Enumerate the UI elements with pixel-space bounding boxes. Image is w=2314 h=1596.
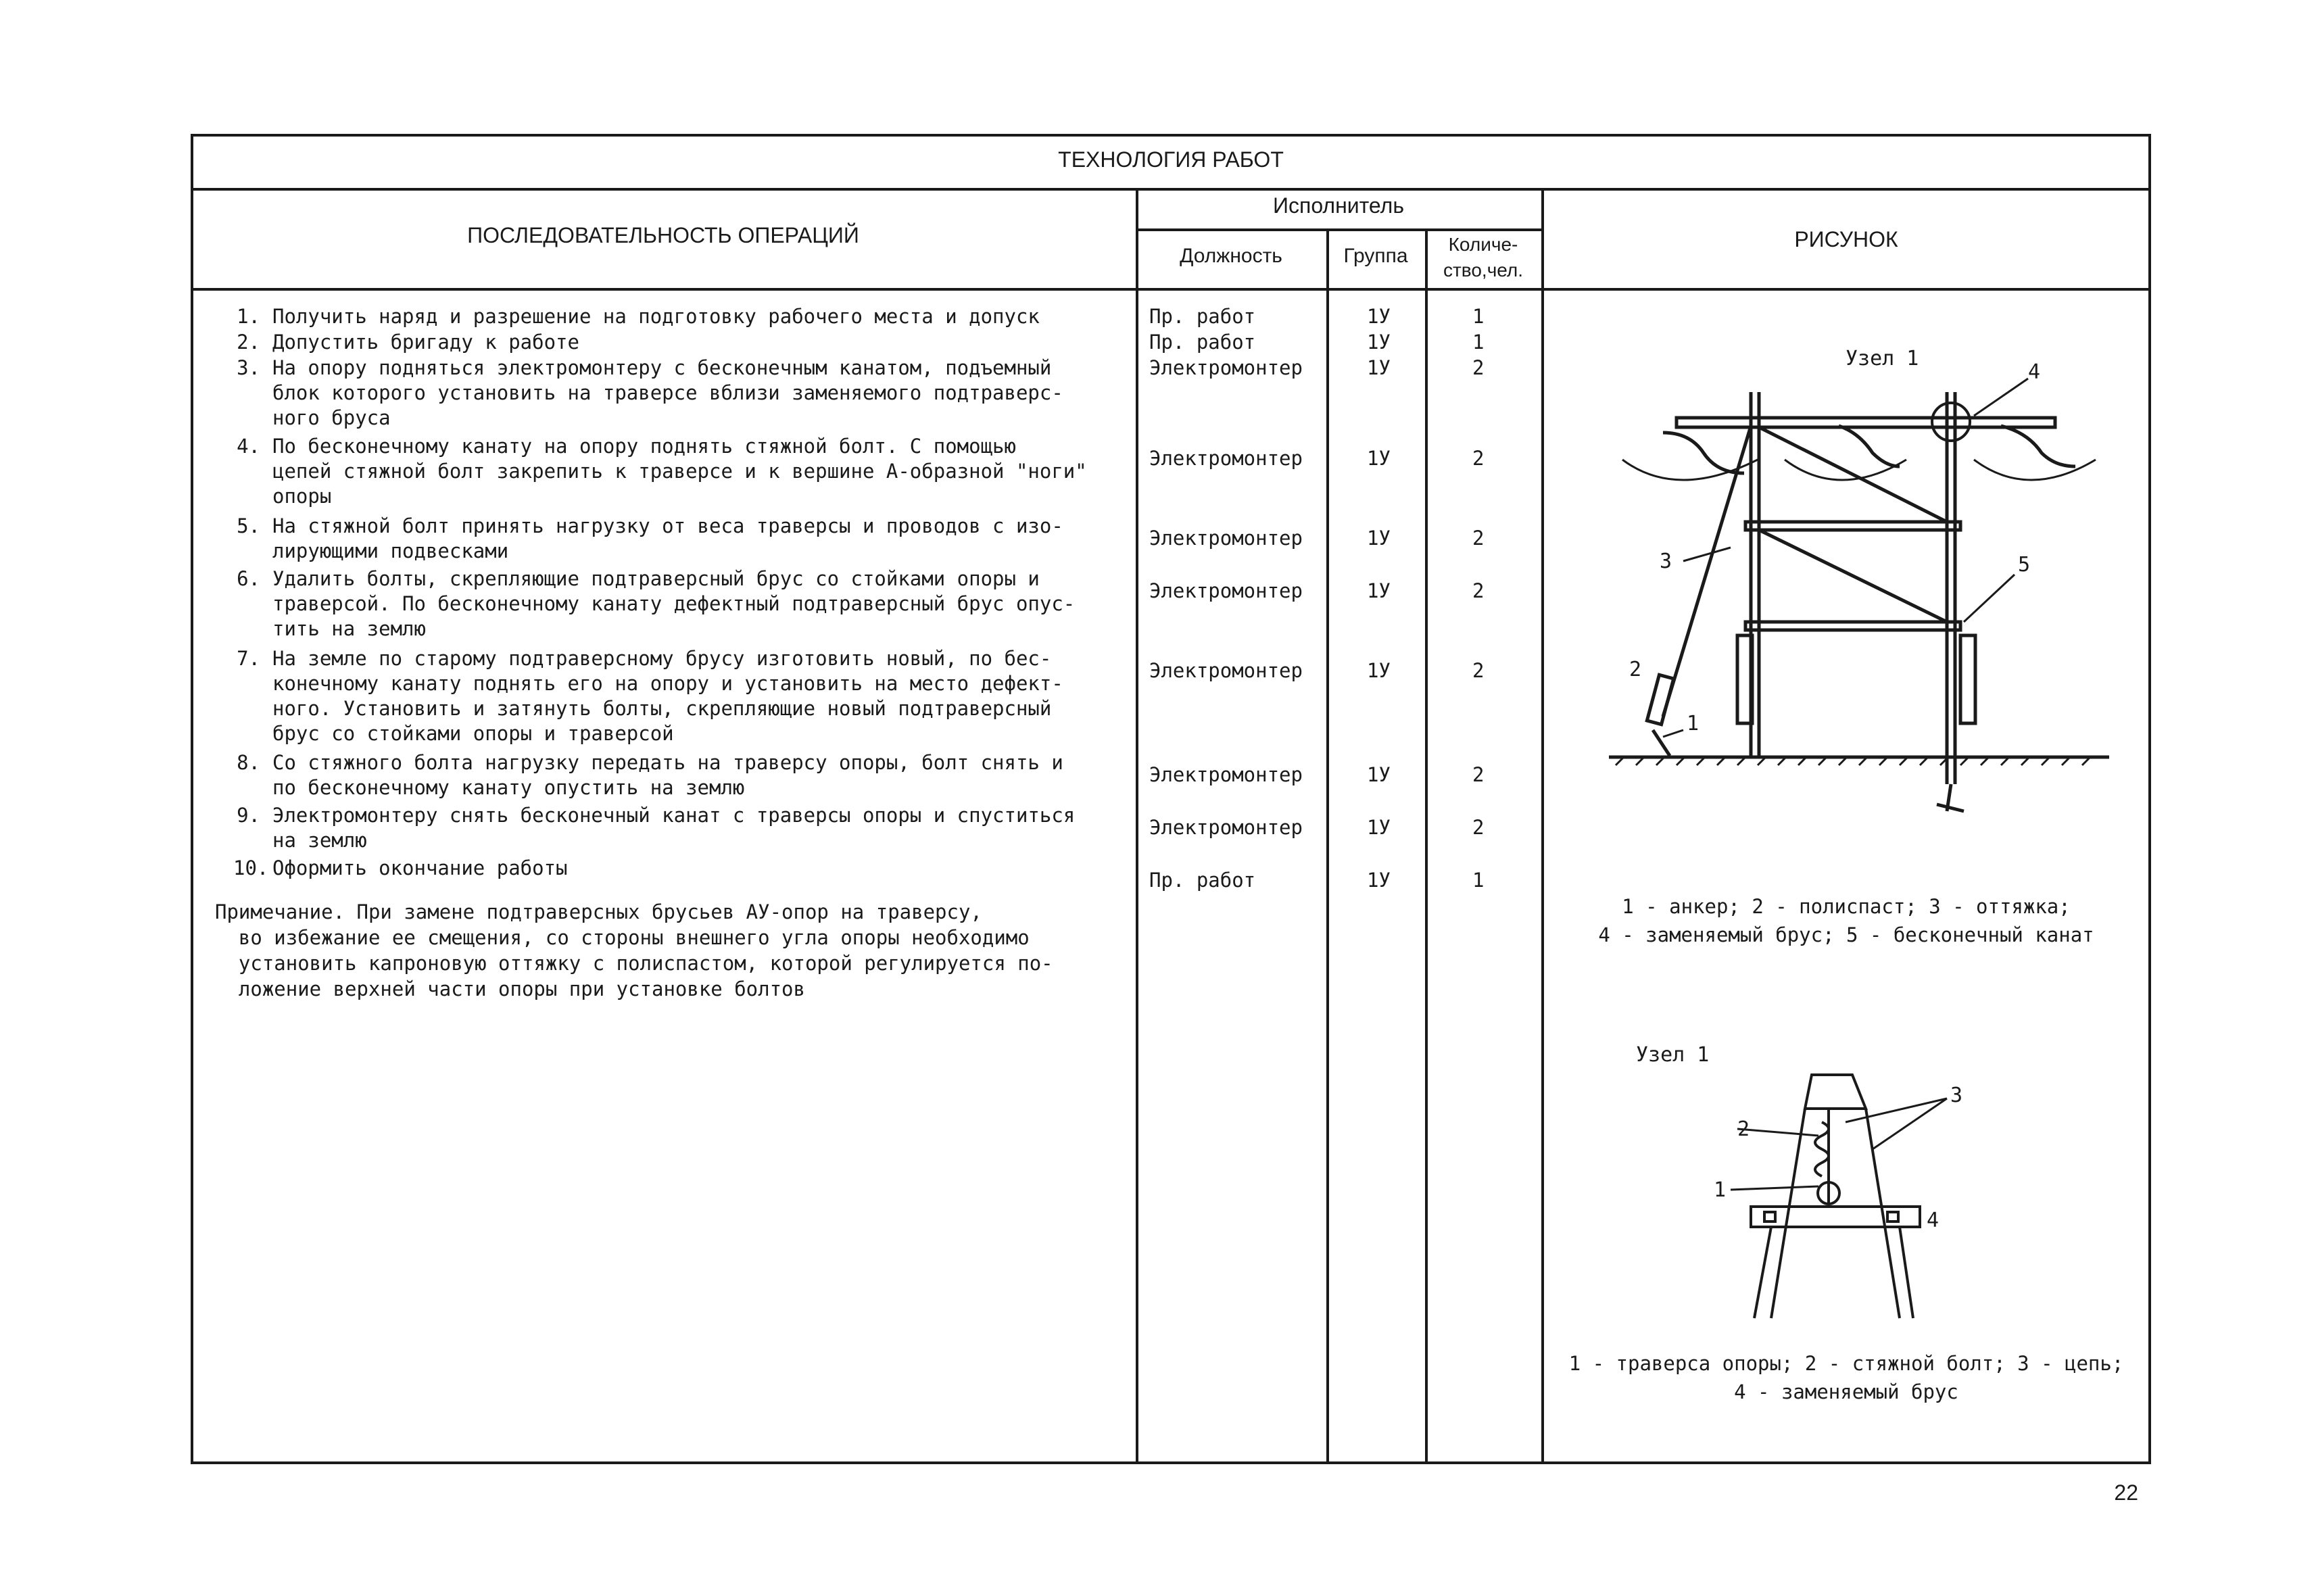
operation-count: 2 (1472, 447, 1485, 470)
header-count-line2: ство,чел. (1443, 260, 1524, 281)
operation-text: На земле по старому подтраверсному брусу изготовить новый, по бес- (272, 647, 1052, 670)
operation-count: 2 (1472, 763, 1485, 786)
operation-count: 1 (1472, 331, 1485, 354)
operation-text: на землю (272, 829, 367, 852)
note-line: Примечание. При замене подтраверсных брусьев АУ-опор на траверсу, (215, 900, 982, 923)
anchor (1653, 730, 1670, 756)
operation-text: Со стяжного болта нагрузку передать на траверсу опоры, болт снять и (272, 751, 1063, 774)
figure2-drawing (1636, 1034, 2015, 1325)
operation-group: 1У (1367, 527, 1391, 550)
operation-number: 5. (237, 514, 260, 537)
operation-position: Пр. работ (1149, 869, 1256, 892)
title-divider (191, 188, 2151, 191)
operation-row (233, 356, 1139, 431)
operation-group: 1У (1367, 356, 1391, 379)
operation-row (233, 803, 1139, 853)
figure1-drawing (1595, 338, 2123, 838)
insulator-left (1663, 433, 1744, 473)
operation-text: опоры (272, 485, 332, 508)
operation-text: Допустить бригаду к работе (272, 331, 579, 354)
operation-position: Пр. работ (1149, 331, 1256, 354)
executor-divider (1136, 228, 1544, 231)
operation-count: 1 (1472, 305, 1485, 328)
header-operations: ПОСЛЕДОВАТЕЛЬНОСТЬ ОПЕРАЦИЙ (467, 223, 859, 247)
operation-group: 1У (1367, 659, 1391, 682)
note-line: установить капроновую оттяжку с полиспастом, которой регулируется по- (215, 952, 1053, 975)
sub-traverse-beam (1745, 522, 1960, 530)
col-divider-figure (1541, 188, 1544, 1464)
note-line: во избежание ее смещения, со стороны внешнего угла опоры необходимо (215, 926, 1030, 949)
figure1-caption-line1: 1 - анкер; 2 - полиспаст; 3 - оттяжка; (1622, 895, 2071, 918)
table-title: ТЕХНОЛОГИЯ РАБОТ (1058, 147, 1284, 172)
page-number: 22 (2114, 1480, 2138, 1505)
operation-number: 3. (237, 356, 260, 379)
node-callout-1: 1 (1714, 1178, 1727, 1202)
operation-count: 2 (1472, 527, 1485, 550)
node-callout-4: 4 (1927, 1209, 1939, 1232)
figure1-node-label: Узел 1 (1846, 347, 1919, 370)
operation-position: Электромонтер (1149, 763, 1303, 786)
replaced-beam (1745, 622, 1960, 630)
node1-circle (1932, 403, 1970, 441)
operation-count: 2 (1472, 356, 1485, 379)
callout-1: 1 (1687, 712, 1700, 735)
node-callout-3: 3 (1950, 1084, 1963, 1107)
operation-text: На стяжной болт принять нагрузку от веса траверсы и проводов с изо- (272, 514, 1063, 537)
figure2-caption-line2: 4 - заменяемый брус (1734, 1380, 1958, 1403)
col-divider-group (1425, 228, 1428, 1464)
operation-number: 7. (237, 647, 260, 670)
operation-count: 2 (1472, 816, 1485, 839)
operation-group: 1У (1367, 869, 1391, 892)
operation-text: На опору подняться электромонтеру с бесконечным канатом, подъемный (272, 356, 1052, 379)
operation-count: 2 (1472, 579, 1485, 602)
operation-row (233, 434, 1139, 509)
operation-text: ного. Установить и затянуть болты, скрепляющие новый подтраверсный (272, 697, 1052, 720)
header-count-line1: Количе- (1448, 234, 1518, 255)
operation-text: ного бруса (272, 406, 391, 429)
operation-text: цепей стяжной болт закрепить к траверсе и к вершине А-образной "ноги" (272, 460, 1087, 483)
operation-position: Электромонтер (1149, 527, 1303, 550)
polyspast (1647, 675, 1673, 724)
header-executor: Исполнитель (1272, 193, 1404, 218)
operation-row (233, 514, 1139, 564)
operation-row (233, 304, 1139, 329)
operation-text: брус со стойками опоры и траверсой (272, 722, 674, 745)
operation-number: 1. (237, 305, 260, 328)
operation-number: 10. (233, 856, 269, 879)
operation-number: 6. (237, 567, 260, 590)
operation-row (233, 566, 1139, 642)
callout-2: 2 (1629, 658, 1642, 681)
operation-group: 1У (1367, 763, 1391, 786)
node-chain (1815, 1122, 1829, 1176)
operation-text: тить на землю (272, 617, 426, 640)
operation-position: Электромонтер (1149, 356, 1303, 379)
note-line: ложение верхней части опоры при установке болтов (215, 977, 805, 1000)
operation-position: Электромонтер (1149, 816, 1303, 839)
col-divider-position (1326, 228, 1329, 1464)
operation-text: блок которого установить на траверсе вблизи заменяемого подтраверс- (272, 381, 1063, 404)
operation-row (233, 646, 1139, 746)
header-group: Группа (1343, 245, 1408, 267)
operation-position: Пр. работ (1149, 305, 1256, 328)
operation-position: Электромонтер (1149, 579, 1303, 602)
operation-text: конечному канату поднять его на опору и установить на место дефект- (272, 672, 1063, 695)
insulator-middle (1839, 426, 1900, 466)
operation-position: Электромонтер (1149, 659, 1303, 682)
operation-text: Получить наряд и разрешение на подготовку рабочего места и допуск (272, 305, 1040, 328)
figure1-caption-line2: 4 - заменяемый брус; 5 - бесконечный канат (1598, 923, 2094, 946)
callout-3: 3 (1660, 550, 1672, 573)
operation-group: 1У (1367, 579, 1391, 602)
operation-number: 4. (237, 435, 260, 458)
operation-number: 8. (237, 751, 260, 774)
operation-position: Электромонтер (1149, 447, 1303, 470)
operation-group: 1У (1367, 305, 1391, 328)
traverse (1677, 418, 2055, 427)
operation-text: Удалить болты, скрепляющие подтраверсный брус со стойками опоры и (272, 567, 1040, 590)
operation-row (233, 330, 1139, 355)
header-divider (191, 288, 2151, 291)
figure2-caption-line1: 1 - траверса опоры; 2 - стяжной болт; 3 - цепь; (1568, 1352, 2124, 1375)
figure2-node-label: Узел 1 (1636, 1043, 1710, 1067)
callout-5: 5 (2018, 553, 2031, 577)
callout-4: 4 (2028, 360, 2041, 384)
node-callout-2: 2 (1737, 1117, 1750, 1141)
operation-text: лирующими подвесками (272, 539, 509, 562)
header-position: Должность (1180, 245, 1282, 267)
operation-text: Электромонтеру снять бесконечный канат с траверсы опоры и спуститься (272, 804, 1076, 827)
operation-text: Оформить окончание работы (272, 856, 568, 879)
operation-group: 1У (1367, 816, 1391, 839)
operation-text: по бесконечному канату опустить на землю (272, 776, 745, 799)
operation-group: 1У (1367, 331, 1391, 354)
operation-number: 2. (237, 331, 260, 354)
operation-row (233, 750, 1139, 800)
operation-number: 9. (237, 804, 260, 827)
operation-text: траверсой. По бесконечному канату дефектный подтраверсный брус опус- (272, 592, 1076, 615)
operation-count: 2 (1472, 659, 1485, 682)
operation-count: 1 (1472, 869, 1485, 892)
insulator-right (2001, 426, 2075, 466)
operation-row (233, 856, 1139, 881)
operation-group: 1У (1367, 447, 1391, 470)
operation-text: По бесконечному канату на опору поднять стяжной болт. С помощью (272, 435, 1016, 458)
header-figure: РИСУНОК (1794, 227, 1898, 251)
